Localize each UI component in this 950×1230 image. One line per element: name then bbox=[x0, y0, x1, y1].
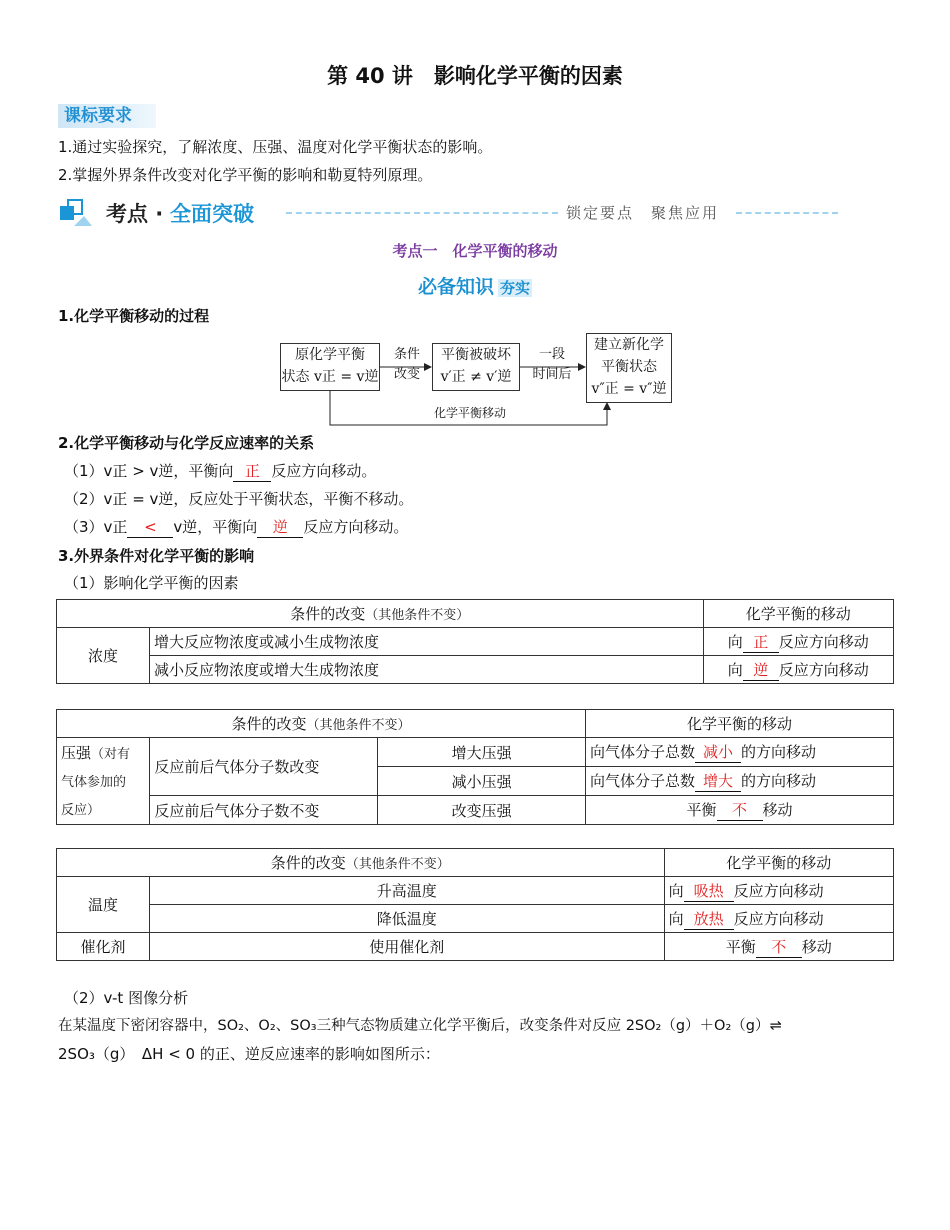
bibei-main: 必备知识 bbox=[417, 276, 494, 298]
header-condition-text: 条件的改变 bbox=[270, 854, 346, 872]
pressure-note-3: 反应） bbox=[61, 803, 101, 818]
table-row bbox=[57, 738, 894, 767]
cell-shift bbox=[664, 877, 893, 905]
table-header-shift: 化学平衡的移动 bbox=[586, 710, 894, 738]
flow-bottom-label: 化学平衡移动 bbox=[433, 406, 506, 420]
cell-subcondition: 增大压强 bbox=[378, 738, 586, 767]
cell-condition: 减小反应物浓度或增大生成物浓度 bbox=[150, 656, 704, 684]
banner-divider-right bbox=[736, 212, 838, 214]
cell-shift bbox=[586, 796, 894, 825]
cell-shift-pre: 平衡 bbox=[725, 937, 756, 956]
cell-shift-answer: 不 bbox=[756, 936, 802, 958]
table-temperature bbox=[56, 848, 894, 961]
cell-shift-post: 反应方向移动 bbox=[778, 632, 869, 651]
pressure-note-2: 气体参加的 bbox=[61, 775, 127, 790]
s2-line-1 bbox=[64, 461, 376, 482]
cell-shift bbox=[586, 738, 894, 767]
cell-group-temperature: 温度 bbox=[57, 877, 150, 933]
page-title: 第 40 讲 影响化学平衡的因素 bbox=[327, 64, 623, 88]
cell-shift-post: 反应方向移动 bbox=[733, 881, 824, 900]
cell-condition: 反应前后气体分子数改变 bbox=[150, 738, 378, 796]
cell-shift-answer: 不 bbox=[717, 799, 763, 821]
cell-shift-post: 的方向移动 bbox=[741, 743, 817, 761]
flow-box-new-line3: v″正 = v″逆 bbox=[591, 381, 667, 397]
table-row bbox=[57, 905, 894, 933]
banner-label-accent: 全面突破 bbox=[170, 202, 254, 226]
table-row bbox=[57, 600, 894, 628]
cell-shift-post: 反应方向移动 bbox=[778, 660, 869, 679]
s2-line-1-post: 反应方向移动。 bbox=[271, 462, 377, 480]
cell-shift-post: 移动 bbox=[762, 801, 793, 819]
flow-box-new-line2: 平衡状态 bbox=[601, 359, 657, 375]
cell-shift-pre: 向气体分子总数 bbox=[590, 772, 696, 790]
cell-shift bbox=[703, 656, 893, 684]
table-row bbox=[57, 710, 894, 738]
cell-shift-post: 的方向移动 bbox=[741, 772, 817, 790]
s3-paragraph-line-1: 在某温度下密闭容器中，SO₂、O₂、SO₃三种气态物质建立化学平衡后，改变条件对反应 2SO₂（g）＋O₂（g）⇌ bbox=[58, 1018, 782, 1034]
banner-label: 考点 · bbox=[106, 202, 164, 226]
cell-condition: 反应前后气体分子数不变 bbox=[150, 796, 378, 825]
header-condition-note: （其他条件不变） bbox=[345, 857, 450, 872]
table-row bbox=[57, 877, 894, 905]
section-3-heading: 3.外界条件对化学平衡的影响 bbox=[58, 547, 255, 565]
header-condition-text: 条件的改变 bbox=[290, 605, 366, 623]
cell-shift bbox=[664, 933, 893, 961]
flow-arrow-2-label1: 一段 bbox=[538, 347, 565, 362]
flow-box-broken-line2: v′正 ≠ v′逆 bbox=[440, 369, 512, 385]
cell-condition: 使用催化剂 bbox=[150, 933, 665, 961]
header-condition-note: （其他条件不变） bbox=[365, 608, 470, 623]
cell-subcondition: 减小压强 bbox=[378, 767, 586, 796]
table-pressure bbox=[56, 709, 894, 825]
bibei-tag: 夯实 bbox=[500, 279, 531, 297]
section-banner bbox=[58, 196, 838, 232]
cell-group-concentration: 浓度 bbox=[57, 628, 150, 684]
cell-shift-post: 反应方向移动 bbox=[733, 909, 824, 928]
table-header-shift: 化学平衡的移动 bbox=[664, 849, 893, 877]
s3-paragraph-line-2: 2SO₃（g） ΔH < 0 的正、逆反应速率的影响如图所示： bbox=[58, 1045, 440, 1063]
cell-shift bbox=[664, 905, 893, 933]
cell-shift-pre: 向 bbox=[668, 909, 684, 928]
flow-arrow-2-label2: 时间后 bbox=[532, 367, 572, 382]
header-condition-text: 条件的改变 bbox=[231, 715, 307, 733]
s3-sub2: （2）v-t 图像分析 bbox=[64, 989, 189, 1007]
cell-shift-pre: 向 bbox=[727, 660, 743, 679]
cell-shift-post: 移动 bbox=[801, 937, 832, 956]
cell-shift bbox=[586, 767, 894, 796]
table-row bbox=[57, 628, 894, 656]
table-header-shift: 化学平衡的移动 bbox=[703, 600, 893, 628]
flow-box-original-line2: 状态 v正 = v逆 bbox=[281, 369, 379, 385]
table-header-condition bbox=[57, 600, 704, 628]
table-header-condition bbox=[57, 710, 586, 738]
cell-shift-pre: 向 bbox=[668, 881, 684, 900]
s2-line-2: （2）v正 = v逆，反应处于平衡状态，平衡不移动。 bbox=[64, 490, 414, 508]
cell-shift bbox=[703, 628, 893, 656]
cell-condition: 增大反应物浓度或减小生成物浓度 bbox=[150, 628, 704, 656]
pressure-label: 压强 bbox=[61, 744, 92, 762]
section-2-heading: 2.化学平衡移动与化学反应速率的关系 bbox=[58, 434, 315, 452]
kebiao-item-2: 2.掌握外界条件改变对化学平衡的影响和勒夏特列原理。 bbox=[58, 166, 433, 184]
cell-subcondition: 改变压强 bbox=[378, 796, 586, 825]
s2-line-1-pre: （1）v正 > v逆，平衡向 bbox=[64, 462, 234, 480]
kaodian-heading: 考点一 化学平衡的移动 bbox=[392, 242, 558, 260]
flow-arrow-1-label1: 条件 bbox=[393, 347, 420, 362]
s2-line-3-answer1: < bbox=[127, 517, 173, 538]
flow-box-new-line1: 建立新化学 bbox=[594, 337, 664, 353]
s2-line-3 bbox=[64, 517, 408, 538]
cell-shift-answer: 减小 bbox=[695, 741, 741, 763]
table-row bbox=[57, 796, 894, 825]
flow-box-broken-line1: 平衡被破坏 bbox=[441, 347, 511, 363]
kebiao-tag: 课标要求 bbox=[58, 104, 156, 128]
cell-condition: 升高温度 bbox=[150, 877, 665, 905]
pressure-note-1: （对有 bbox=[91, 747, 131, 762]
banner-right: 锁定要点 聚焦应用 bbox=[566, 204, 720, 222]
table-row bbox=[57, 849, 894, 877]
banner-decoration-icon bbox=[58, 196, 98, 230]
cell-condition: 降低温度 bbox=[150, 905, 665, 933]
cell-shift-answer: 正 bbox=[743, 631, 779, 653]
cell-shift-pre: 向 bbox=[727, 632, 743, 651]
flow-arrow-1-label2: 改变 bbox=[393, 367, 420, 382]
cell-group-pressure bbox=[57, 738, 150, 825]
table-concentration bbox=[56, 599, 894, 684]
cell-shift-answer: 增大 bbox=[695, 770, 741, 792]
s2-line-3-mid: v逆，平衡向 bbox=[173, 518, 258, 536]
s2-line-3-pre: （3）v正 bbox=[64, 518, 128, 536]
flow-box-original-line1: 原化学平衡 bbox=[295, 347, 365, 363]
table-row bbox=[57, 656, 894, 684]
s2-line-3-answer2: 逆 bbox=[257, 517, 303, 538]
cell-group-catalyst: 催化剂 bbox=[57, 933, 150, 961]
s3-sub1: （1）影响化学平衡的因素 bbox=[64, 574, 239, 592]
cell-shift-pre: 向气体分子总数 bbox=[590, 743, 696, 761]
cell-shift-pre: 平衡 bbox=[686, 801, 717, 819]
cell-shift-answer: 吸热 bbox=[684, 880, 734, 902]
header-condition-note: （其他条件不变） bbox=[306, 718, 411, 733]
cell-shift-answer: 逆 bbox=[743, 659, 779, 681]
section-1-heading: 1.化学平衡移动的过程 bbox=[58, 307, 210, 325]
table-header-condition bbox=[57, 849, 665, 877]
s2-line-1-answer: 正 bbox=[233, 461, 271, 482]
s2-line-3-post: 反应方向移动。 bbox=[303, 518, 409, 536]
cell-shift-answer: 放热 bbox=[684, 908, 734, 930]
table-row bbox=[57, 933, 894, 961]
bibei-heading bbox=[0, 272, 950, 299]
kebiao-item-1: 1.通过实验探究，了解浓度、压强、温度对化学平衡状态的影响。 bbox=[58, 138, 493, 156]
banner-divider bbox=[286, 212, 558, 214]
